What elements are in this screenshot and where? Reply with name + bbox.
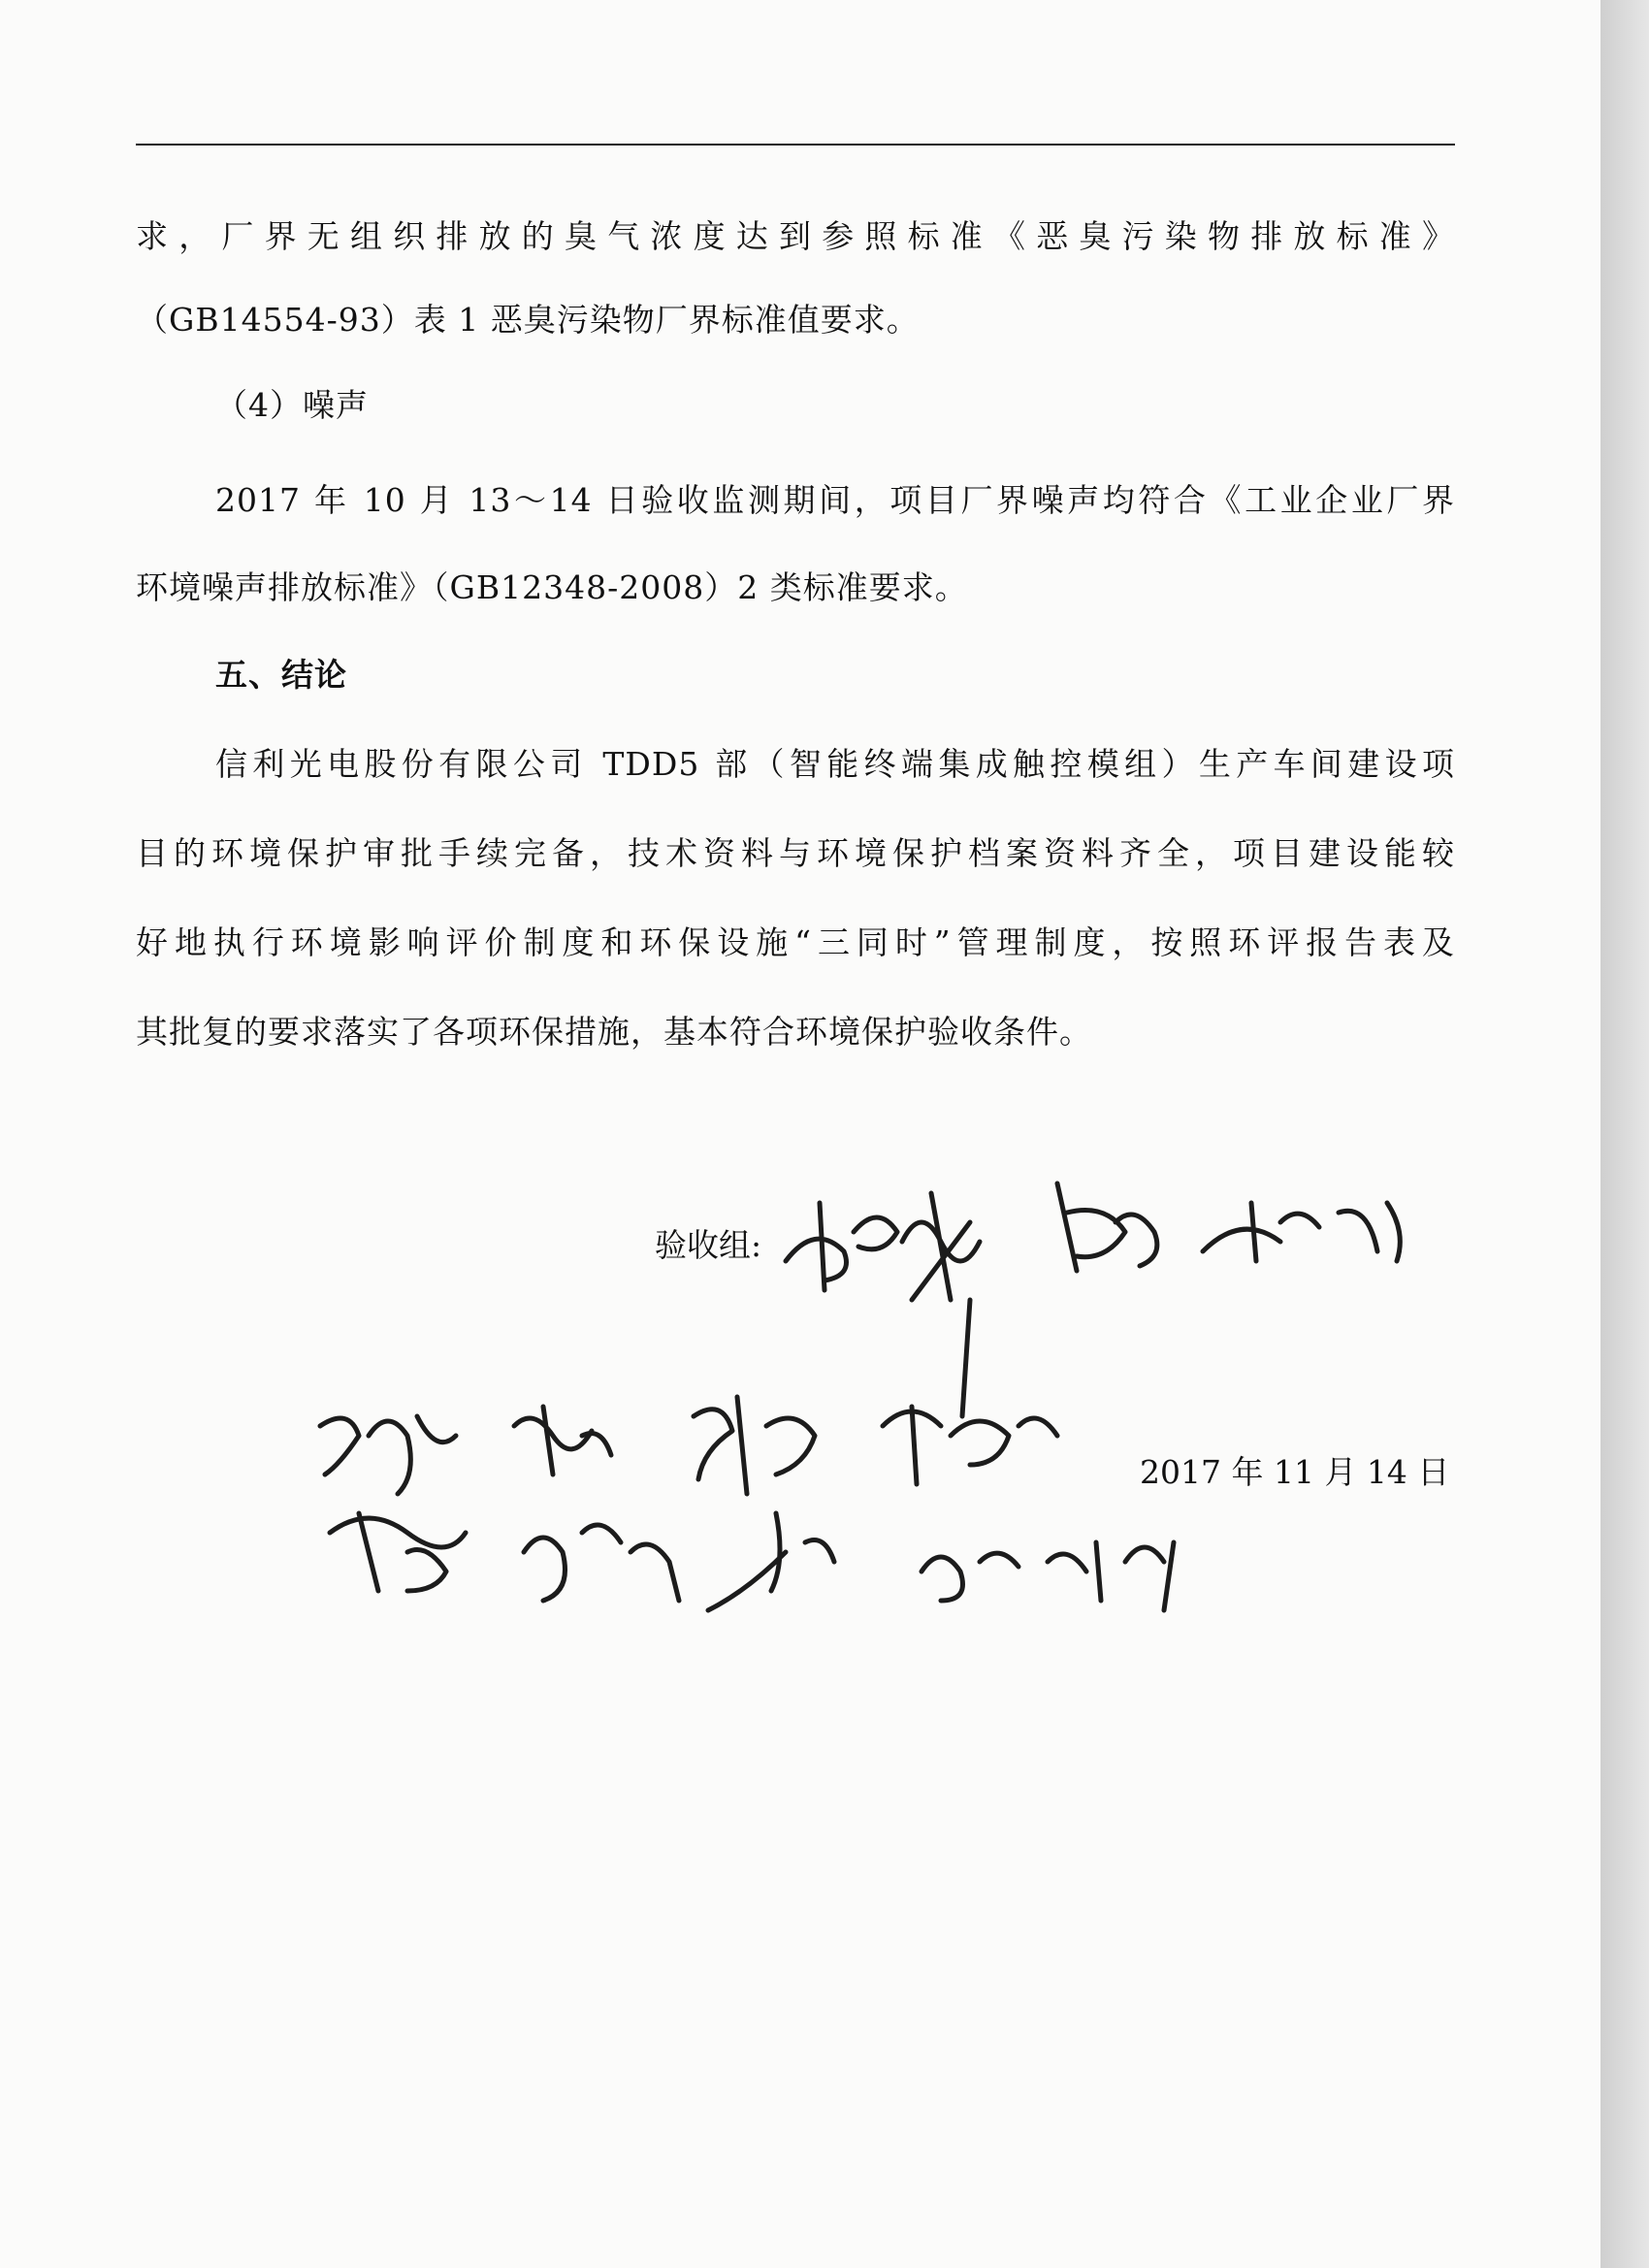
signature-3 [1057, 1183, 1157, 1271]
signature-7 [694, 1397, 815, 1494]
acceptance-group-label: 验收组: [655, 1226, 762, 1264]
section-heading-conclusion: 五、结论 [215, 656, 347, 694]
signature-2 [902, 1193, 980, 1300]
signature-8 [883, 1407, 1057, 1484]
paragraph-line: 环境噪声排放标准》（GB12348-2008）2 类标准要求。 [136, 568, 968, 606]
paragraph-line: 2017 年 10 月 13～14 日验收监测期间，项目厂界噪声均符合《工业企业厂界 [215, 481, 1455, 519]
paragraph-line: 求，厂界无组织排放的臭气浓度达到参照标准《恶臭污染物排放标准》 [136, 217, 1455, 255]
paragraph-line: 目的环境保护审批手续完备，技术资料与环境保护档案资料齐全，项目建设能较 [136, 834, 1455, 872]
paragraph-line: （GB14554-93）表 1 恶臭污染物厂界标准值要求。 [136, 301, 920, 339]
signature-10 [524, 1525, 679, 1601]
signature-5 [320, 1416, 456, 1494]
signature-4 [1203, 1203, 1400, 1261]
signature-11 [708, 1513, 834, 1610]
signature-6 [514, 1407, 611, 1474]
signature-stroke [962, 1300, 970, 1416]
signature-date: 2017 年 11 月 14 日 [1140, 1453, 1450, 1491]
paragraph-line: 信利光电股份有限公司 TDD5 部（智能终端集成触控模组）生产车间建设项 [215, 745, 1455, 783]
paragraph-line: 好地执行环境影响评价制度和环保设施“三同时”管理制度，按照环评报告表及 [136, 923, 1455, 961]
signature-13 [1048, 1542, 1174, 1610]
signature-12 [922, 1553, 1018, 1601]
paragraph-line: 其批复的要求落实了各项环保措施，基本符合环境保护验收条件。 [136, 1013, 1092, 1051]
signature-1 [786, 1203, 897, 1290]
signature-9 [330, 1513, 466, 1591]
scan-edge [1600, 0, 1649, 2268]
section-heading-noise: （4）噪声 [215, 386, 369, 424]
header-rule [136, 144, 1455, 146]
